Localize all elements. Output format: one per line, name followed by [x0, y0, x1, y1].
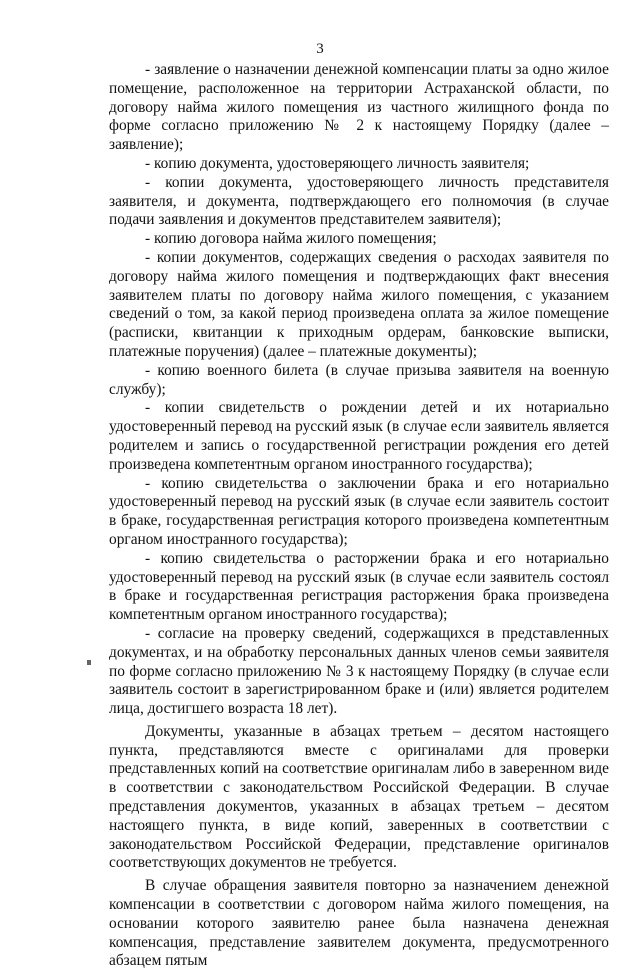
paragraph-repeat-application: В случае обращения заявителя повторно за назначением денежной компенсации в соответствии с договором найма жилого помещения, на основании которого заявителю ранее была назначена денежная компенсация, представление заявителем документа, предусмотренного абзацем пятым	[109, 877, 609, 970]
paragraph-documents-originals: Документы, указанные в абзацах третьем – десятом настоящего пункта, представляются вместе с оригиналами для проверки представленных копий на соответствие оригиналам либо в заверенном виде в соответствии с законодательством Российской Федерации. В случае представления документов, указанных в абзацах третьем – десятом настоящего пункта, в виде копий, заверенных в соответствии с законодательством Российской Федерации, представление оригиналов соответствующих документов не требуется.	[109, 722, 609, 872]
paragraph-representative-copy: - копии документа, удостоверяющего личность представителя заявителя, и документа, подтверждающего его полномочия (в случае подачи заявления и документов представителем заявителя);	[109, 173, 609, 229]
paragraph-consent: - согласие на проверку сведений, содержащихся в представленных документах, и на обработку персональных данных членов семьи заявителя по форме согласно приложению № 3 к настоящему Порядку (в случае если заявитель состоит в зарегистрированном браке и (или) является родителем лица, достигшего возраста 18 лет).	[109, 624, 609, 718]
paragraph-marriage-certificate: - копию свидетельства о заключении брака и его нотариально удостоверенный перевод на русский язык (в случае если заявитель состоит в браке, государственная регистрация которого произведена компетентным органом иностранного государства);	[109, 474, 609, 548]
paragraph-birth-certificates: - копии свидетельств о рождении детей и их нотариально удостоверенный перевод на русский язык (в случае если заявитель является родителем и запись о государственной регистрации рождения его детей произведена компетентным органом иностранного государства);	[109, 399, 609, 473]
paragraph-military-id: - копию военного билета (в случае призыва заявителя на военную службу);	[109, 361, 609, 398]
paragraph-identity-copy: - копию документа, удостоверяющего личность заявителя;	[145, 154, 530, 172]
paragraph-application: - заявление о назначении денежной компенсации платы за одно жилое помещение, расположенное на территории Астраханской области, по договору найма жилого помещения из частного жилищного фонда по форме согласно приложению № 2 к настоящему Порядку (далее – заявление);	[109, 61, 609, 154]
document-body	[109, 61, 609, 971]
paragraph-divorce-certificate: - копию свидетельства о расторжении брака и его нотариально удостоверенный перевод на русский язык (в случае если заявитель состоял в браке и государственная регистрация расторжения брака произведена компетентным органом иностранного государства);	[109, 549, 609, 624]
margin-mark	[87, 660, 91, 665]
paragraph-payment-documents: - копии документов, содержащих сведения о расходах заявителя по договору найма жилого помещения и подтверждающих факт внесения заявителем платы по договору найма жилого помещения, с указанием сведений о том, за какой период произведена оплата за жилое помещение (расписки, квитанции к приходным ордерам, банковские выписки, платежные поручения) (далее – платежные документы);	[109, 248, 609, 360]
page-number: 3	[316, 41, 324, 57]
paragraph-lease-copy: - копию договора найма жилого помещения;	[145, 230, 437, 248]
